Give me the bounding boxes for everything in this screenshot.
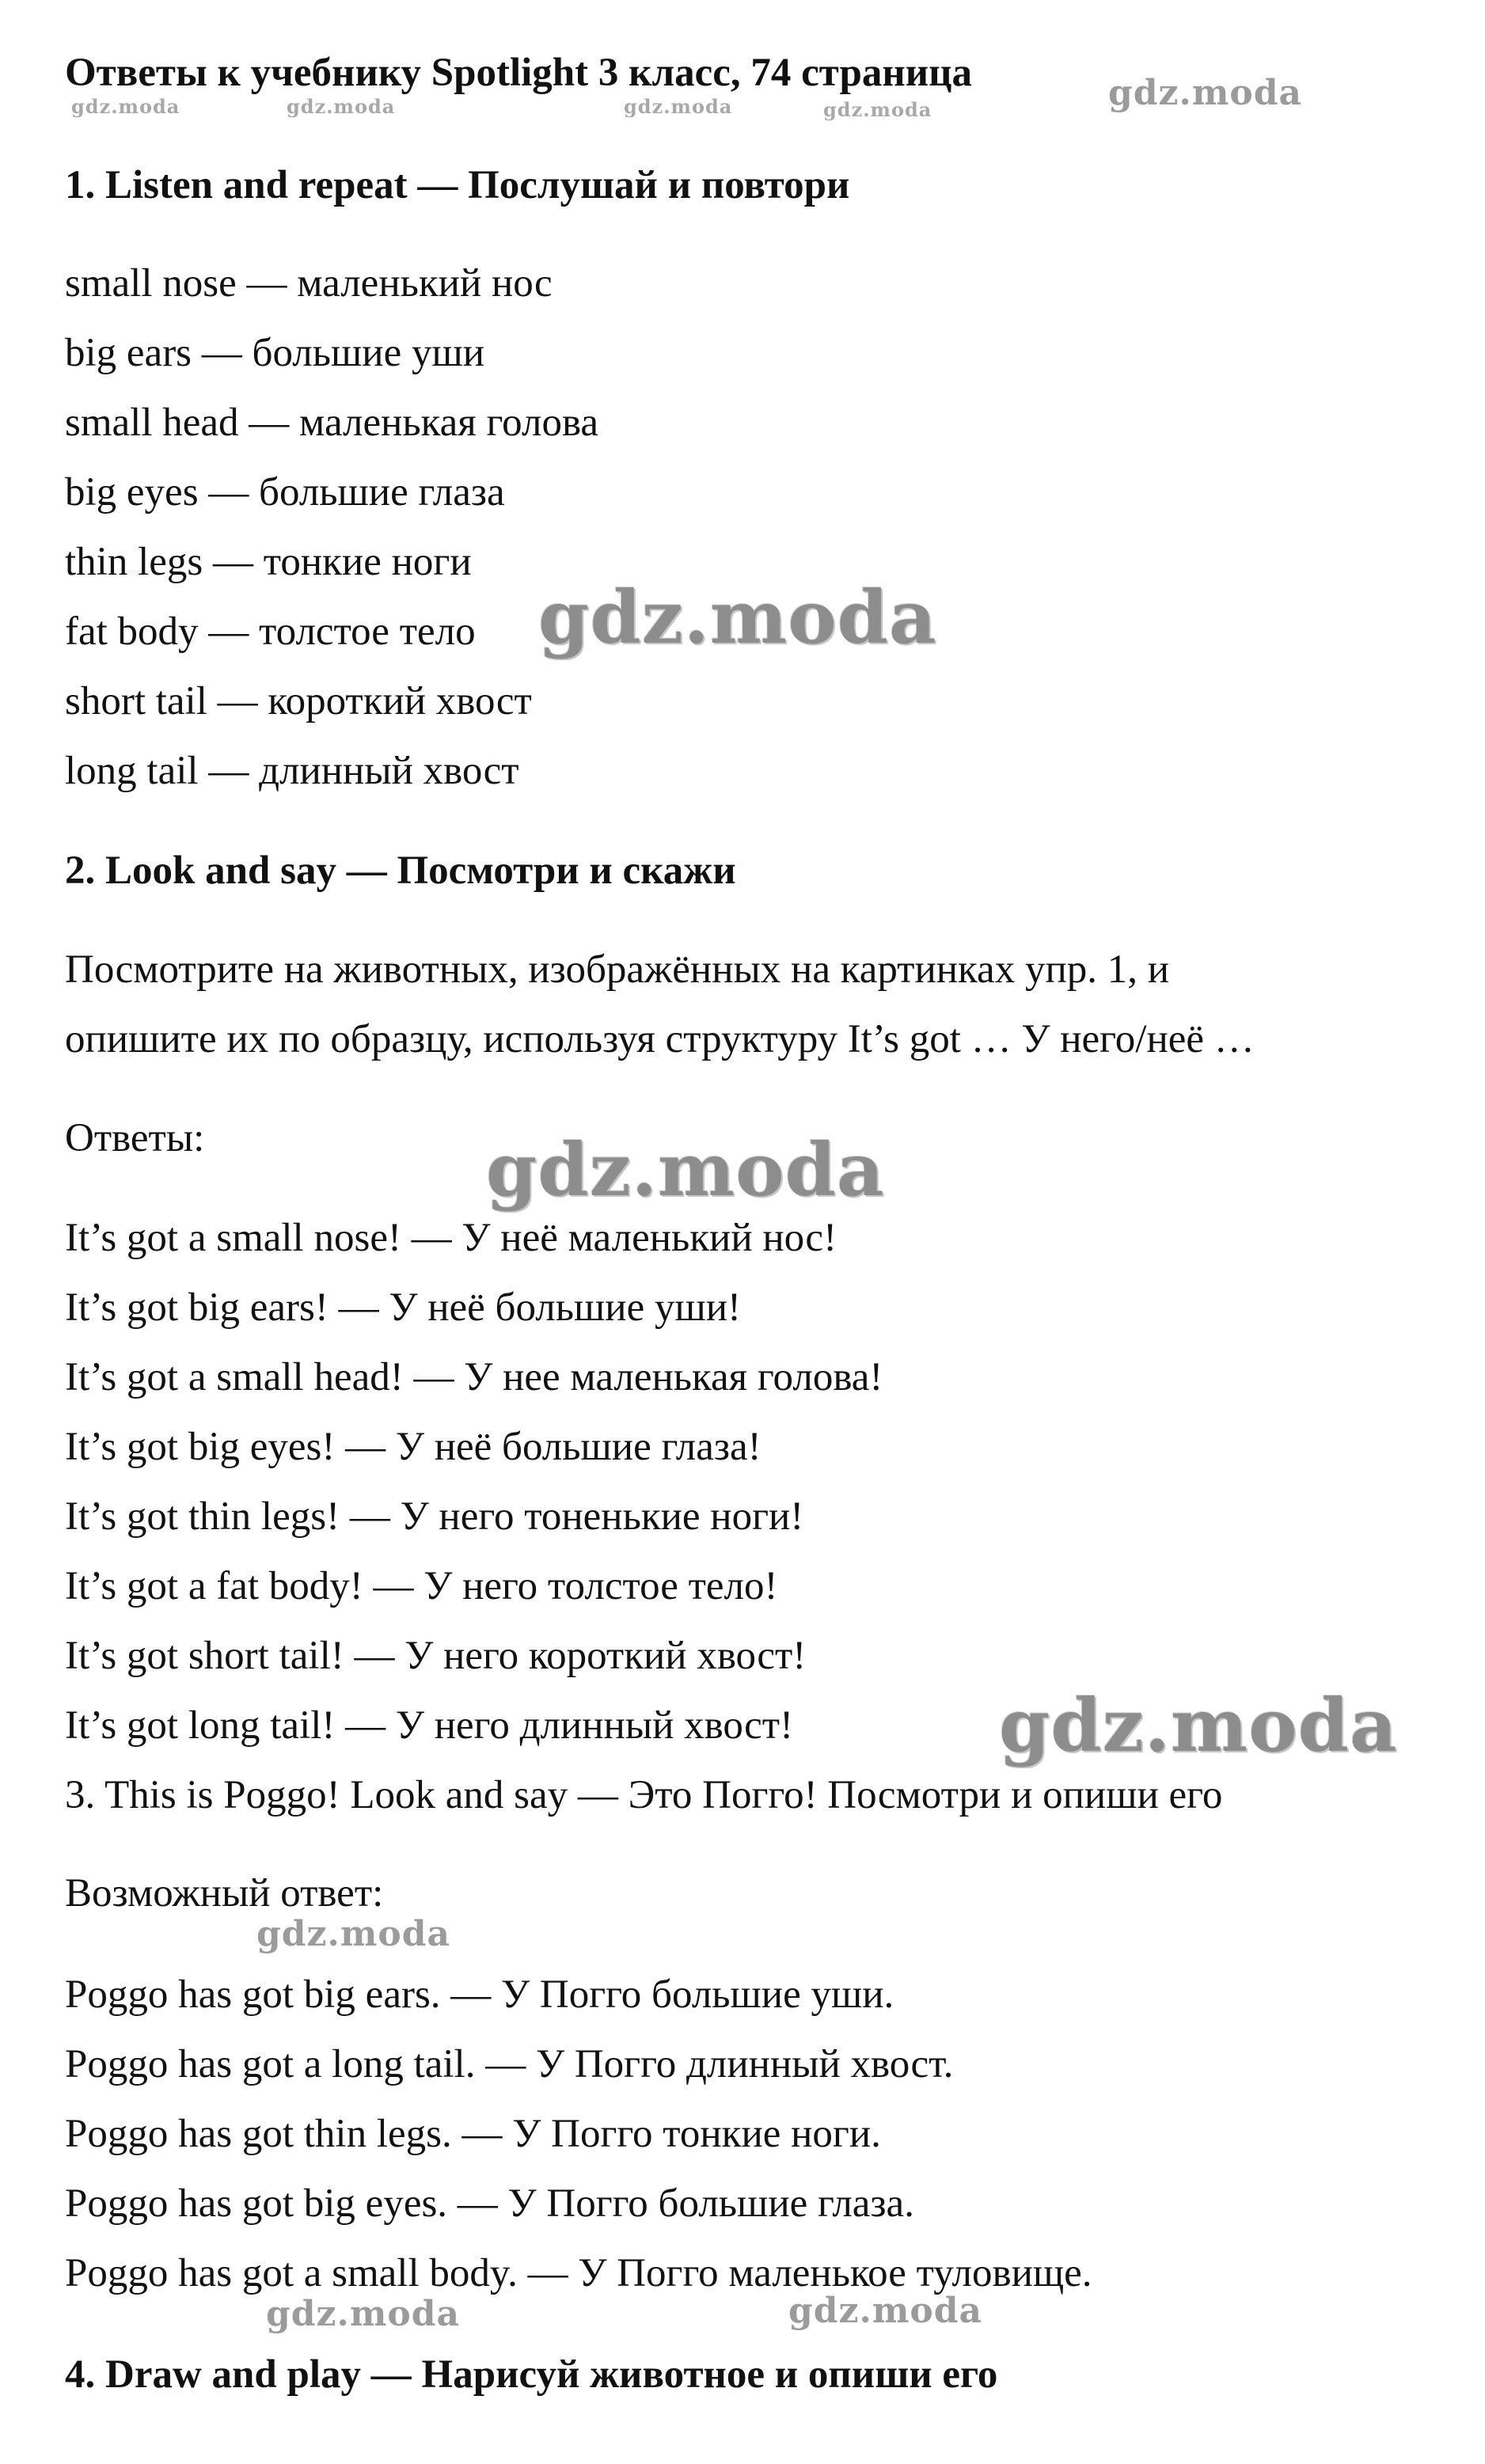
- watermark: gdz.moda: [624, 95, 733, 118]
- list-item: fat body — толстое тело: [65, 609, 476, 654]
- answer-line: Poggo has got thin legs. — У Погго тонкие ноги.: [65, 2112, 881, 2156]
- list-item: small head — маленькая голова: [65, 401, 598, 445]
- watermark: gdz.moda: [266, 2294, 461, 2334]
- answer-line: It’s got a small head! — У нее маленькая голова!: [65, 1355, 883, 1399]
- watermark: gdz.moda: [823, 98, 932, 121]
- section3-heading: 3. This is Poggo! Look and say — Это Погго! Посмотри и опиши его: [65, 1773, 1223, 1817]
- instruction-line: опишите их по образцу, используя структуру It’s got … У него/неё …: [65, 1017, 1255, 1061]
- answer-line: Poggo has got a long tail. — У Погго длинный хвост.: [65, 2042, 954, 2086]
- section4-heading: 4. Draw and play — Нарисуй животное и опиши его: [65, 2352, 998, 2397]
- answer-line: Poggo has got big eyes. — У Погго большие глаза.: [65, 2181, 914, 2226]
- answer-line: It’s got big eyes! — У неё большие глаза!: [65, 1425, 761, 1469]
- answer-line: Poggo has got a small body. — У Погго маленькое туловище.: [65, 2251, 1092, 2295]
- list-item: thin legs — тонкие ноги: [65, 540, 472, 584]
- answer-line: It’s got long tail! — У него длинный хвост!: [65, 1703, 794, 1748]
- watermark: gdz.moda: [71, 95, 180, 118]
- answer-line: It’s got thin legs! — У него тоненькие ноги!: [65, 1494, 804, 1539]
- watermark: gdz.moda: [1108, 73, 1303, 113]
- list-item: big ears — большие уши: [65, 331, 485, 375]
- answer-line: It’s got a small nose! — У неё маленький нос!: [65, 1216, 837, 1260]
- answers-label: Ответы:: [65, 1116, 205, 1160]
- list-item: big eyes — большие глаза: [65, 470, 505, 514]
- watermark: gdz.moda: [538, 575, 937, 660]
- answer-line: It’s got a fat body! — У него толстое тело!: [65, 1564, 778, 1608]
- watermark: gdz.moda: [256, 1914, 451, 1954]
- list-item: short tail — короткий хвост: [65, 679, 532, 723]
- answer-label: Возможный ответ:: [65, 1871, 384, 1915]
- watermark: gdz.moda: [788, 2291, 983, 2331]
- watermark: gdz.moda: [486, 1127, 885, 1213]
- watermark: gdz.moda: [999, 1683, 1398, 1768]
- section2-heading: 2. Look and say — Посмотри и скажи: [65, 849, 736, 893]
- list-item: long tail — длинный хвост: [65, 749, 519, 793]
- answer-line: Poggo has got big ears. — У Погго большие уши.: [65, 1972, 894, 2017]
- list-item: small nose — маленький нос: [65, 261, 553, 306]
- instruction-line: Посмотрите на животных, изображённых на картинках упр. 1, и: [65, 947, 1170, 992]
- watermark: gdz.moda: [287, 95, 396, 118]
- page-title: Ответы к учебнику Spotlight 3 класс, 74 страница: [65, 51, 972, 95]
- answer-line: It’s got big ears! — У неё большие уши!: [65, 1285, 742, 1330]
- section1-heading: 1. Listen and repeat — Послушай и повтори: [65, 163, 850, 207]
- answer-line: It’s got short tail! — У него короткий хвост!: [65, 1634, 807, 1678]
